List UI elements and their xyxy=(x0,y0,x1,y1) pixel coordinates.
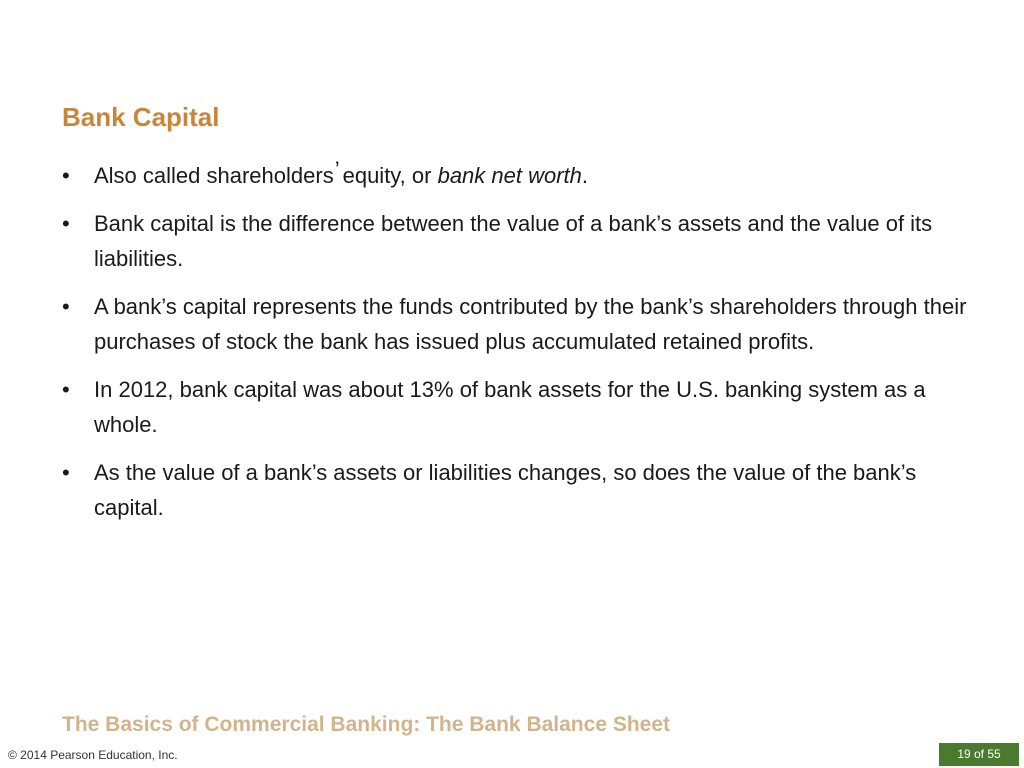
bullet-text xyxy=(94,157,588,188)
bullet-text-part: . xyxy=(581,163,589,188)
footer-section-title: The Basics of Commercial Banking: The Bank Balance Sheet xyxy=(62,713,671,736)
bullet-item xyxy=(62,206,972,276)
bullet-marker: • xyxy=(62,294,70,319)
bullet-text: As the value of a bank’s assets or liabilities changes, so does the value of the bank’s capital. xyxy=(94,460,917,520)
bullet-text-part: equity, or xyxy=(342,163,438,188)
page-number-badge: 19 of 55 xyxy=(939,743,1019,766)
bullet-text: Bank capital is the difference between the value of a bank’s assets and the value of its liabilities. xyxy=(94,211,933,271)
bullet-marker: • xyxy=(62,211,70,236)
bullet-text-part: Also called shareholders xyxy=(94,163,334,188)
bullet-item xyxy=(62,289,972,359)
bullet-item xyxy=(62,455,972,525)
bullet-text: A bank’s capital represents the funds contributed by the bank’s shareholders through their purchases of stock the bank has issued plus accumulated retained profits. xyxy=(94,294,967,354)
copyright-notice: © 2014 Pearson Education, Inc. xyxy=(8,748,178,762)
bullet-item xyxy=(62,372,972,442)
bullet-marker: • xyxy=(62,163,70,188)
bullet-list xyxy=(62,158,972,538)
slide-title: Bank Capital xyxy=(62,102,220,132)
bullet-marker: • xyxy=(62,460,70,485)
bullet-apostrophe: ’ xyxy=(334,157,340,182)
bullet-marker: • xyxy=(62,377,70,402)
bullet-italic-term: bank net worth xyxy=(437,163,582,188)
bullet-text: In 2012, bank capital was about 13% of bank assets for the U.S. banking system as a whole. xyxy=(94,377,926,437)
bullet-item xyxy=(62,158,972,193)
